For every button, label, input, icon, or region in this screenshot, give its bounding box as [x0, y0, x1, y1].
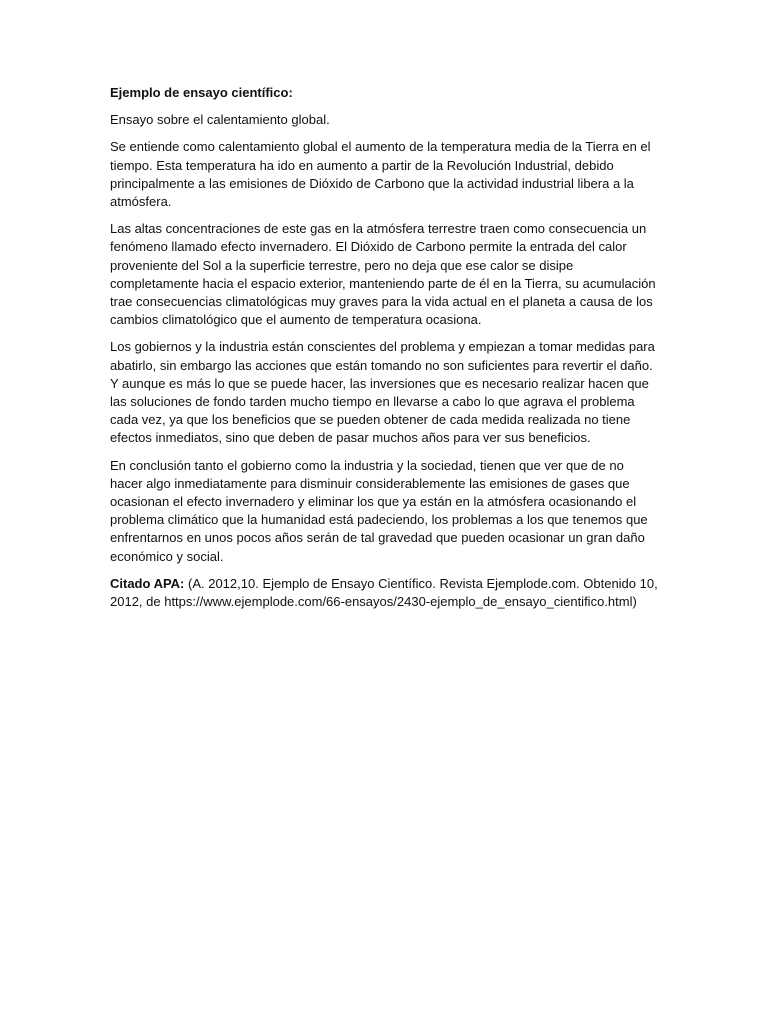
citation-text: (A. 2012,10. Ejemplo de Ensayo Científico. Revista Ejemplode.com. Obtenido 10, 2012, de https://www.ejemplode.com/66-ensayos/2430-ejemplo_de_ensayo_cientifico.html): [110, 575, 658, 610]
paragraph-intro: Se entiende como calentamiento global el aumento de la temperatura media de la Tierra en el tiempo. Esta temperatura ha ido en aumento a partir de la Revolución Industrial, debido principalmente a las emisiones de Dióxido de Carbono que la actividad industrial libera a la atmósfera.: [110, 139, 651, 210]
paragraph-governments: Los gobiernos y la industria están conscientes del problema y empiezan a tomar medidas para abatirlo, sin embargo las acciones que están tomando no son suficientes para revertir el daño. Y aunque es más lo que se puede hacer, las inversiones que es necesario realizar hacen que las soluciones de fondo tarden mucho tiempo en llevarse a cabo lo que agrava el problema cada vez, ya que los beneficios que se pueden obtener de cada medida realizada no tiene efectos inmediatos, sino que deben de pasar muchos años para ver sus beneficios.: [110, 339, 655, 446]
paragraph-greenhouse: Las altas concentraciones de este gas en la atmósfera terrestre traen como consecuencia un fenómeno llamado efecto invernadero. El Dióxido de Carbono permite la entrada del calor proveniente del Sol a la superficie terrestre, pero no deja que ese calor se disipe completamente hacia el espacio exterior, manteniendo parte de él en la Tierra, su acumulación trae consecuencias climatológicas muy graves para la vida actual en el planeta a causa de los cambios climatológico que el aumento de temperatura ocasiona.: [110, 221, 656, 328]
document-heading: Ejemplo de ensayo científico:: [110, 85, 293, 100]
paragraph-conclusion: En conclusión tanto el gobierno como la industria y la sociedad, tienen que ver que de no hacer algo inmediatamente para disminuir considerablemente las emisiones de gases que ocasionan el efecto invernadero y eliminar los que ya están en la atmósfera ocasionando el problema climático que la humanidad está padeciendo, los problemas a los que tenemos que enfrentarnos en unos pocos años serán de tal gravedad que pueden ocasionar un gran daño económico y social.: [110, 457, 648, 564]
citation: [110, 575, 658, 611]
document-subtitle: Ensayo sobre el calentamiento global.: [110, 112, 330, 128]
citation-label: Citado APA:: [110, 575, 185, 591]
document-body: [110, 84, 658, 620]
